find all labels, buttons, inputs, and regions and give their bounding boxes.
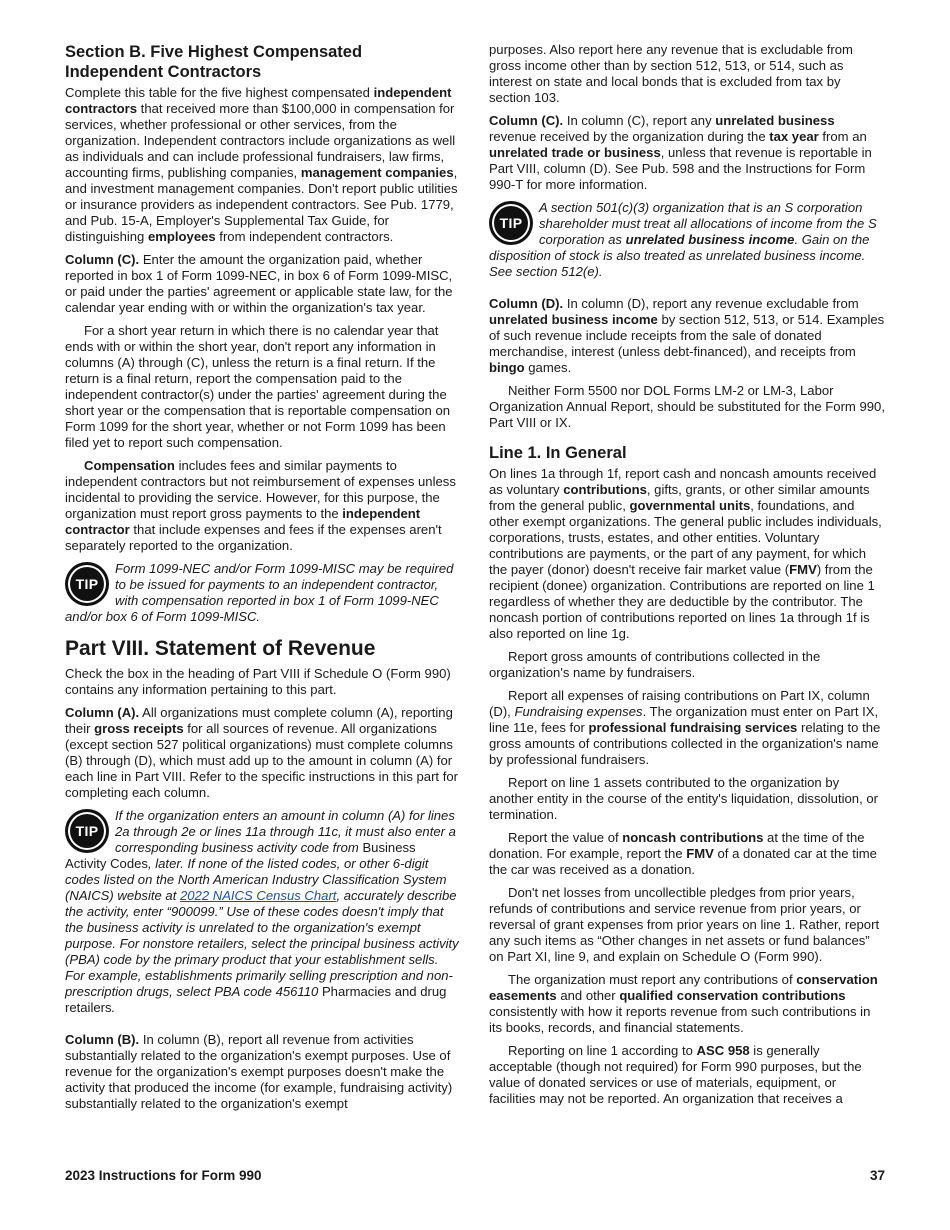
tip-text: Form 1099-NEC and/or Form 1099-MISC may be required to be issued for payments to an independent contractor, with compensation reported in box 1 of Form 1099-NEC and/or box 6 of Form 1099-MISC. <box>65 561 454 624</box>
part-viii-intro: Check the box in the heading of Part VIII if Schedule O (Form 990) contains any information pertaining to this part. <box>65 666 451 697</box>
liquidation-paragraph: Report on line 1 assets contributed to the organization by another entity in the course of the entity's liquidation, dissolution, or termination. <box>489 775 878 822</box>
tip-icon: TIP <box>65 562 109 606</box>
neither-form-paragraph: Neither Form 5500 nor DOL Forms LM-2 or LM-3, Labor Organization Annual Report, should be substituted for the Form 990, Part VIII or IX. <box>489 383 885 430</box>
section-b-paragraph: Complete this table for the five highest compensated independent contractors that received more than $100,000 in compensation for services, whether professional or other services, from the organization. Independent contractors include organizations as well as individuals and can include professional fundraisers, law firms, accounting firms, publishing companies, management companies, and investment management companies. Don't report public utilities or insurance providers as independent contractors. See Pub. 1779, and Pub. 15-A, Employer's Supplemental Tax Guide, for distinguishing employees from independent contractors. <box>65 85 458 244</box>
section-b-heading: Section B. Five Highest Compensated Independent Contractors <box>65 43 363 81</box>
column-b-continued: purposes. Also report here any revenue that is excludable from gross income other than by section 512, 513, or 514, such as interest on state and local bonds that is excluded from tax by section 103. <box>489 42 853 105</box>
tip-1099 <box>65 561 459 625</box>
short-year-paragraph: For a short year return in which there is no calendar year that ends with or within the short year, don't report any information in columns (A) through (C), unless the return is a final return. If the return is a final return, report the compensation paid to the independent contractor(s) under the parties' agreement during the short year or the compensation that is reportable compensation on Form 1099 for the short year, whether or not Form 1099 has been filed yet to report such compensation. <box>65 323 451 450</box>
tip-text: A section 501(c)(3) organization that is an S corporation shareholder must treat all allocations of income from the S corporation as unrelated business income. Gain on the disposition of stock is also treated as unrelated business income. See section 512(e). <box>489 200 877 279</box>
column-b-paragraph: Column (B). In column (B), report all revenue from activities substantially related to the organization's exempt purposes. Use of revenue for the organization's exempt purposes doesn't make the activity that produced the income (for example, fundraising activity) substantially related to the organization's exempt <box>65 1032 453 1111</box>
tip-s-corporation <box>489 200 885 280</box>
line-1-general-paragraph: On lines 1a through 1f, report cash and noncash amounts received as voluntary contributions, gifts, grants, or other similar amounts from the general public, governmental units, foundations, and other exempt organizations. The general public includes individuals, corporations, trusts, estates, and other entities. Voluntary contributions are payments, or the part of any payment, for which the payer (donor) doesn't receive fair market value (FMV) from the recipient (donee) organization. Contributions are reported on line 1 regardless of whether they are deductible by the contributor. The noncash portion of contributions reported on lines 1a through 1f is also reported on line 1g. <box>489 466 882 641</box>
part-viii-heading: Part VIII. Statement of Revenue <box>65 637 376 660</box>
tip-icon: TIP <box>489 201 533 245</box>
tip-business-activity-codes <box>65 808 459 1016</box>
uncollectible-pledges-paragraph: Don't net losses from uncollectible pledges from prior years, refunds of contributions and service revenue from prior years, or reversal of grant expenses from prior years on line 1. Rather, report any such items as “Other changes in net assets or fund balances” on Part XI, line 9, and explain on Schedule O (Form 990). <box>489 885 880 964</box>
tip-icon: TIP <box>65 809 109 853</box>
tip-text: If the organization enters an amount in column (A) for lines 2a through 2e or lines 11a through 11c, it must also enter a corresponding business activity code from Business Activity Codes, later. If none of the listed codes, or other 6-digit codes listed on the North American Industry Classification System (NAICS) website at 2022 NAICS Census Chart, accurately describe the activity, enter “900099.” Use of these codes doesn't imply that the business activity is unrelated to the organization's exempt purpose. For nonstore retailers, select the principal business activity (PBA) code by the primary product that your establishment sells. For example, establishments primarily selling prescription and non-prescription drugs, select PBA code 456110 Pharmacies and drug retailers. <box>65 808 459 1015</box>
column-a-paragraph: Column (A). All organizations must complete column (A), reporting their gross receipts for all sources of revenue. All organizations (except section 527 political organizations) must complete columns (B) through (D), which must add up to the amount in column (A) for each line in Part VIII. Refer to the specific instructions in this part for completing each column. <box>65 705 458 800</box>
naics-census-chart-link[interactable]: 2022 NAICS Census Chart <box>179 888 337 903</box>
right-column <box>489 42 885 1114</box>
asc-958-paragraph: Reporting on line 1 according to ASC 958 is generally acceptable (though not required) for Form 990 purposes, but the value of donated services or use of materials, equipment, or facilities may not be reported. An organization that receives a <box>489 1043 862 1106</box>
compensation-paragraph: Compensation includes fees and similar payments to independent contractors but not reimbursement of expenses unless incidental to providing the service. However, for this purpose, the organization must report gross payments to the independent contractor that include expenses and fees if the expenses aren't separately reported to the organization. <box>65 458 456 553</box>
noncash-paragraph: Report the value of noncash contributions at the time of the donation. For example, report the FMV of a donated car at the time the car was received as a donation. <box>489 830 877 877</box>
column-c-unrelated-paragraph: Column (C). In column (C), report any unrelated business revenue received by the organization during the tax year from an unrelated trade or business, unless that revenue is reportable in Part VIII, column (D). See Pub. 598 and the Instructions for Form 990-T for more information. <box>489 113 872 192</box>
page-number: 37 <box>869 1168 885 1183</box>
fundraising-expenses-paragraph: Report all expenses of raising contributions on Part IX, column (D), Fundraising expenses. The organization must enter on Part IX, line 11e, fees for professional fundraising services relating to the gross amounts of contributions collected in the organization's name by professional fundraisers. <box>489 688 881 767</box>
conservation-easements-paragraph: The organization must report any contributions of conservation easements and other qualified conservation contributions consistently with how it reports revenue from such contributions in its books, records, and financial statements. <box>489 972 878 1035</box>
column-c-paragraph: Column (C). Enter the amount the organization paid, whether reported in box 1 of Form 1099-NEC, in box 6 of Form 1099-MISC, or paid under the parties' agreement or applicable state law, for the calendar year ending with or within the organization's tax year. <box>65 252 453 315</box>
fundraisers-paragraph: Report gross amounts of contributions collected in the organization's name by fundraisers. <box>489 649 821 680</box>
footer-title: 2023 Instructions for Form 990 <box>65 1168 262 1183</box>
column-d-paragraph: Column (D). In column (D), report any revenue excludable from unrelated business income by section 512, 513, or 514. Examples of such revenue include receipts from the sale of donated merchandise, interest (unless debt-financed), and receipts from bingo games. <box>489 296 885 375</box>
left-column <box>65 42 459 1119</box>
line-1-heading: Line 1. In General <box>489 444 627 462</box>
